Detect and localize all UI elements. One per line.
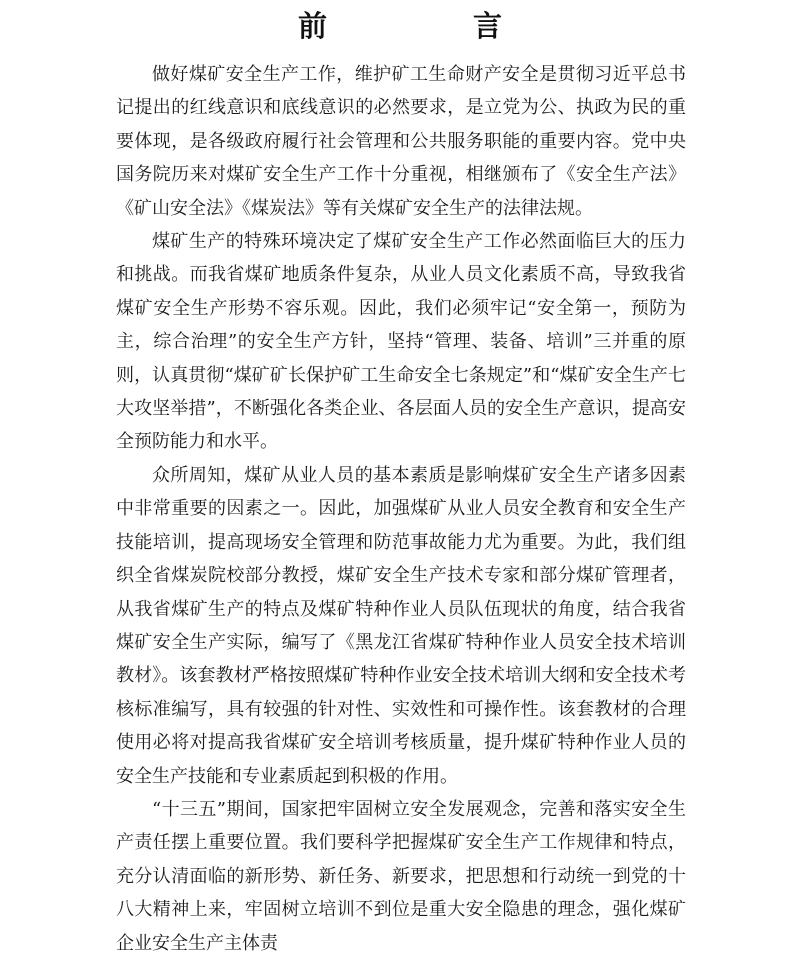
paragraph-1: 做好煤矿安全生产工作，维护矿工生命财产安全是贯彻习近平总书记提出的红线意识和底线意识的必然要求，是立党为公、执政为民的重要体现，是各级政府履行社会管理和公共服务职能的重要内容。党中央国务院历来对煤矿安全生产工作十分重视，相继颁布了《安全生产法》《矿山安全法》《煤炭法》等有关煤矿安全生产的法律法规。 — [116, 64, 686, 219]
paragraph-4: “十三五”期间，国家把牢固树立安全发展观念，完善和落实安全生产责任摆上重要位置。我们要科学把握煤矿安全生产工作规律和特点，充分认清面临的新形势、新任务、新要求，把思想和行动统一到党的十八大精神上来，牢固树立培训不到位是重大安全隐患的理念，强化煤矿企业安全生产主体责 — [116, 798, 686, 954]
page-title: 前 言 — [297, 9, 571, 43]
body-text — [116, 58, 686, 960]
paragraph-3: 众所周知，煤矿从业人员的基本素质是影响煤矿安全生产诸多因素中非常重要的因素之一。因此，加强煤矿从业人员安全教育和安全生产技能培训，提高现场安全管理和防范事故能力尤为重要。为此，我们组织全省煤炭院校部分教授，煤矿安全生产技术专家和部分煤矿管理者，从我省煤矿生产的特点及煤矿特种作业人员队伍现状的角度，结合我省煤矿安全生产实际，编写了《黑龙江省煤矿特种作业人员安全技术培训教材》。该套教材严格按照煤矿特种作业安全技术培训大纲和安全技术考核标准编写，具有较强的针对性、实效性和可操作性。该套教材的合理使用必将对提高我省煤矿安全培训考核质量，提升煤矿特种作业人员的安全生产技能和专业素质起到积极的作用。 — [116, 464, 686, 787]
paragraph-2: 煤矿生产的特殊环境决定了煤矿安全生产工作必然面临巨大的压力和挑战。而我省煤矿地质条件复杂，从业人员文化素质不高，导致我省煤矿安全生产形势不容乐观。因此，我们必须牢记“安全第一，预防为主，综合治理”的安全生产方针，坚持“管理、装备、培训”三并重的原则，认真贯彻“煤矿矿长保护矿工生命安全七条规定”和“煤矿安全生产七大攻坚举措”，不断强化各类企业、各层面人员的安全生产意识，提高安全预防能力和水平。 — [116, 231, 686, 453]
